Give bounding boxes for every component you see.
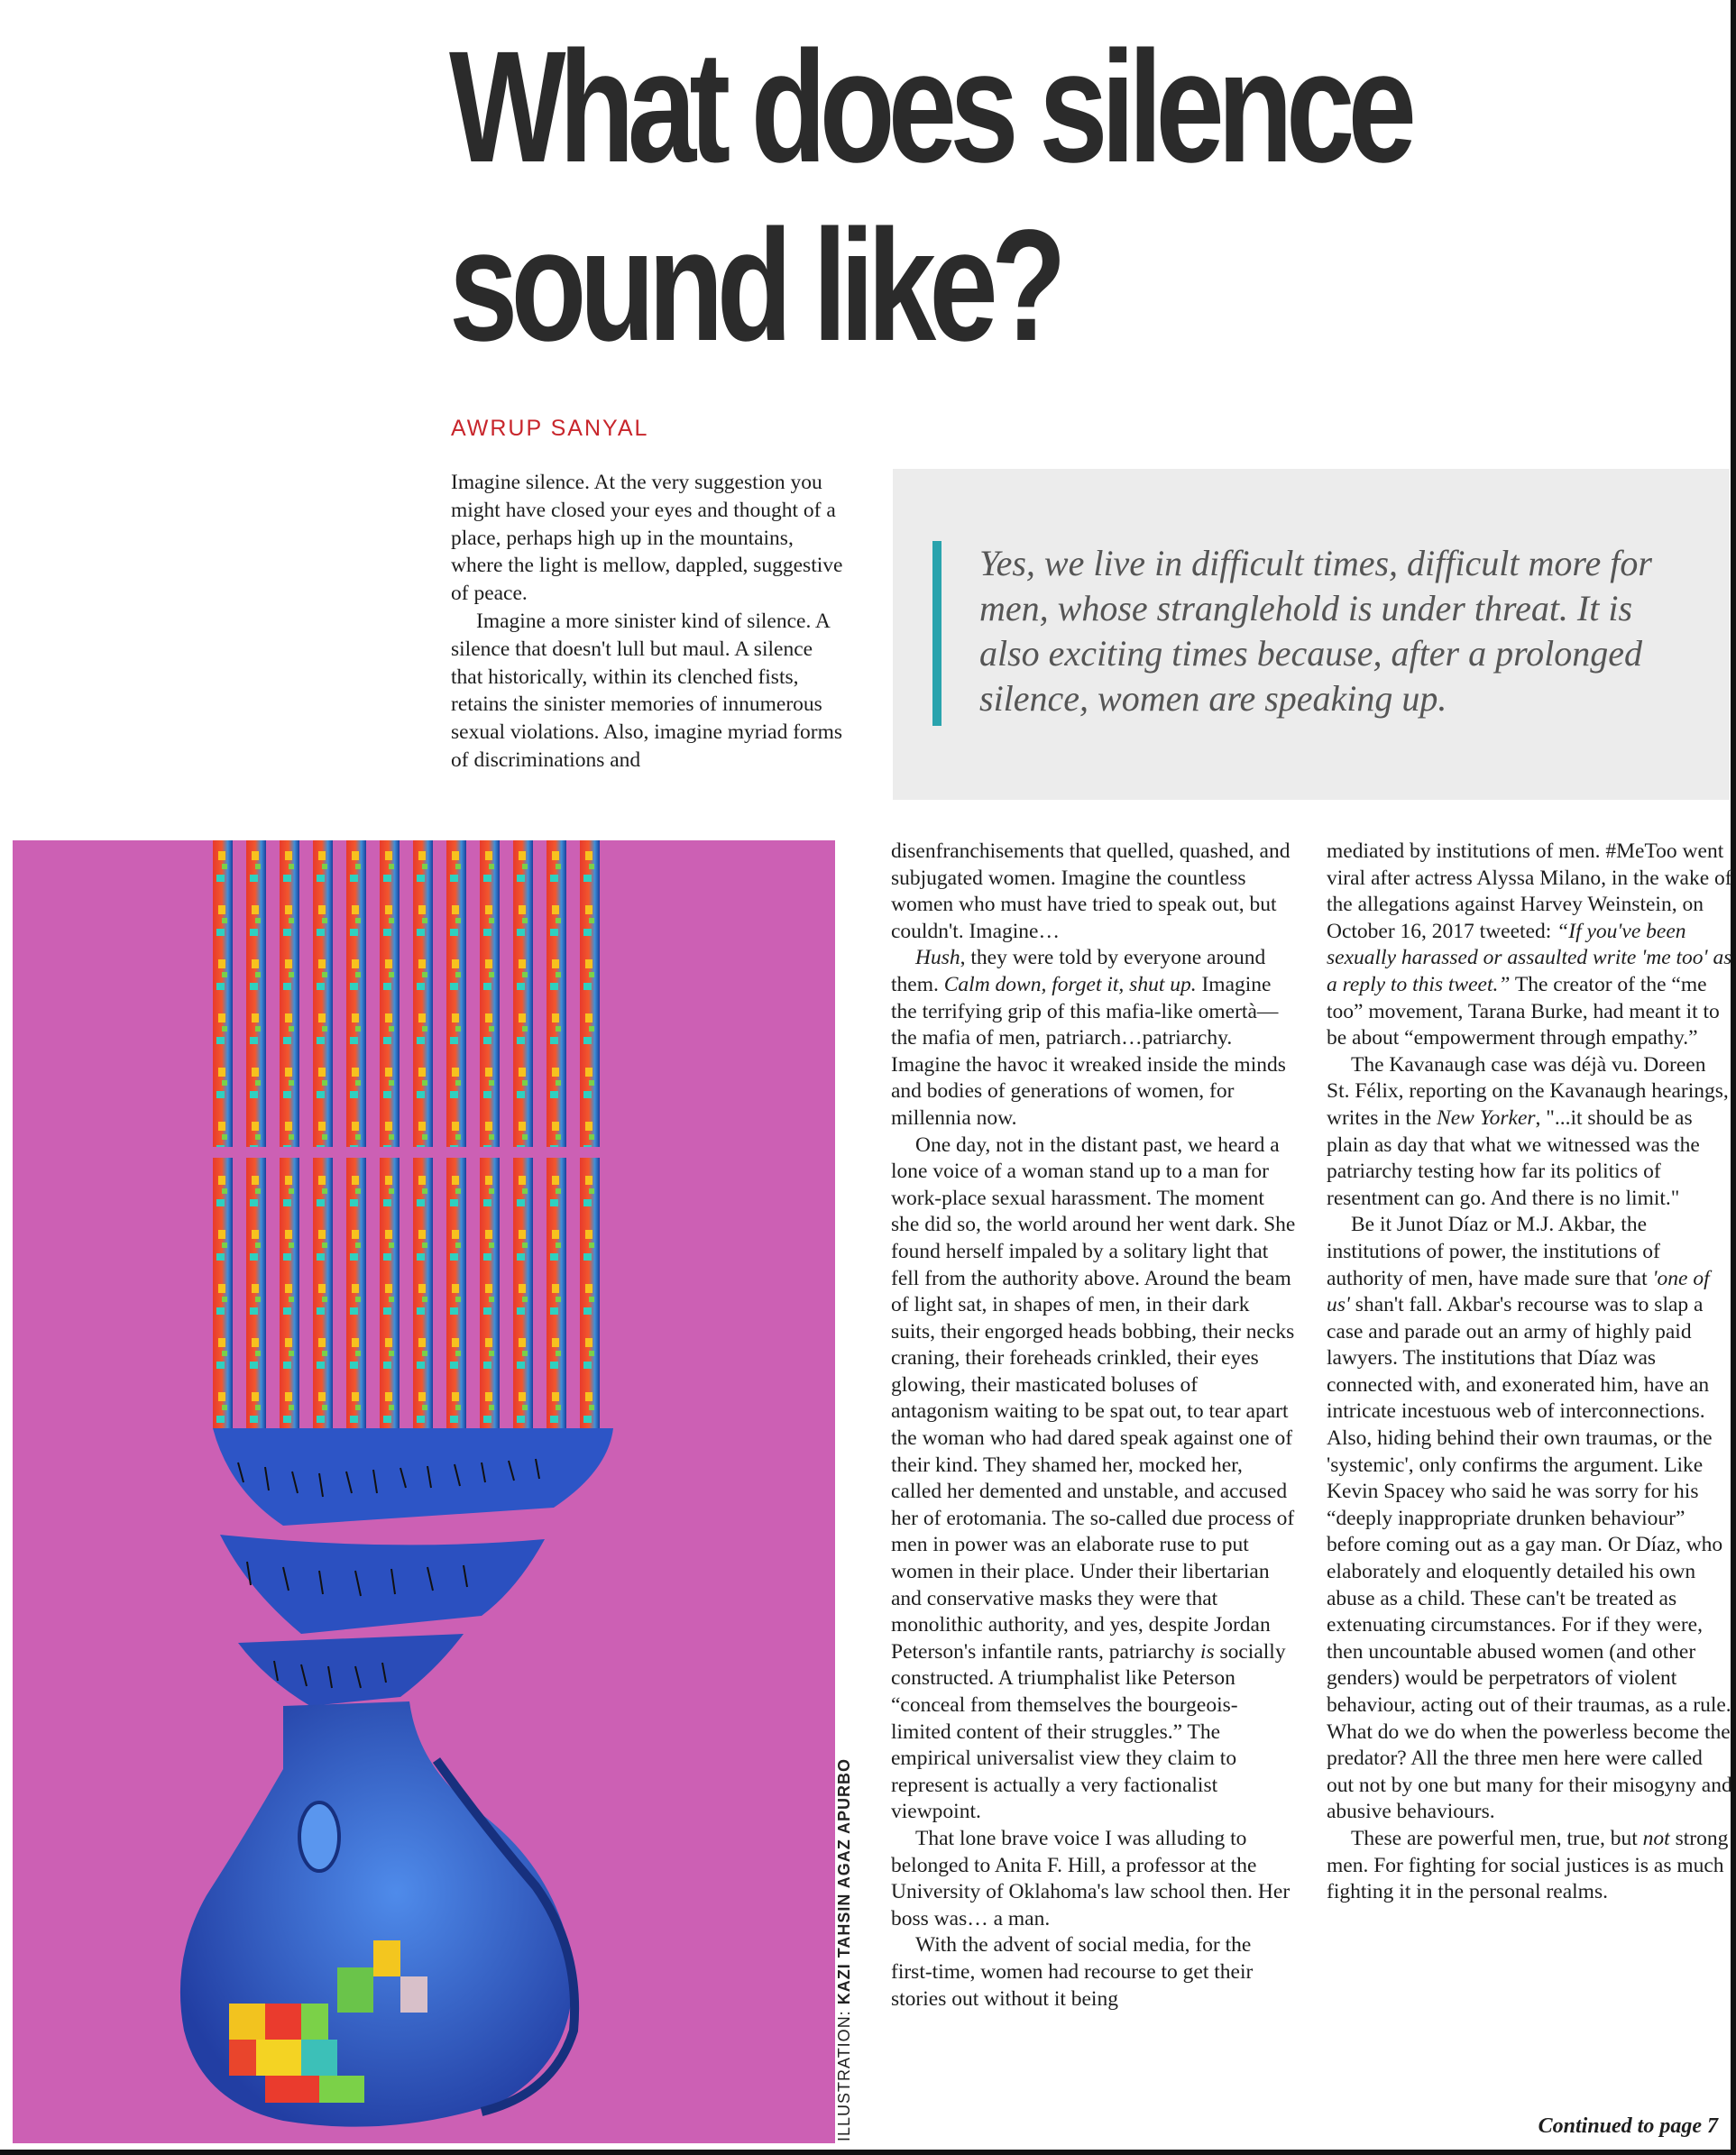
body-text: The creator of the “me too” movement, Tarana Burke, had meant it to be about “empowerment through empathy.” <box>1327 972 1720 1050</box>
pull-quote-bar <box>932 541 941 726</box>
illustration-credit <box>835 1758 854 2141</box>
body-text: One day, not in the distant past, we heard a lone voice of a woman stand up to a man for work-place sexual harassment. The moment she did so, the world around her went dark. She found herself impaled by a solitary light that fell from the authority above. Around the beam of light sat, in shapes of men, in their dark suits, their engorged heads bobbing, their necks craning, their foreheads crinkled, their eyes glowing, their masticated boluses of antagonism waiting to be spat out, to tear apart the woman who had dared speak against one of their kind. They shamed her, mocked her, called her demented and unstable, and accused her of erotomania. The so-called due process of men in power was an elaborate ruse to put women in their place. Under their libertarian and conservative masks they were that monolithic authority, and yes, despite Jordan Peterson's infantile rants, patriarchy <box>891 1133 1296 1664</box>
body-text: shan't fall. Akbar's recourse was to slap a case and parade out an army of highly paid lawyers. The institutions that Díaz was connected with, and exonerated him, have an intricate incestuous web of interconnections. Also, hiding behind their own traumas, or the 'systemic', only confirms the argument. Like Kevin Spacey who said he was sorry for his “deeply inappropriate drunken behaviour” before coming out as a gay man. Or Díaz, who elaborately and eloquently detailed his own abuse as a child. These can't be treated as extenuating circumstances. For if they were, then uncountable abused women (and other genders) would be perpetrators of violent behaviour, acting out of their traumas, as a rule. What do we do when the powerless become the predator? All the three men here were called out not by one but many for their misogyny and abusive behaviours. <box>1327 1293 1732 1824</box>
italic-text: 'one of us' <box>1327 1266 1710 1317</box>
headline <box>449 18 1410 375</box>
italic-text: Calm down, forget it, shut up. <box>943 972 1197 996</box>
body-text: Be it Junot Díaz or M.J. Akbar, the institutions of power, the institutions of authority of men, have made sure that <box>1327 1213 1660 1290</box>
credit-prefix: ILLUSTRATION: <box>835 2004 853 2141</box>
italic-text: New Yorker <box>1437 1105 1536 1130</box>
body-paragraph <box>1327 1826 1732 1906</box>
italic-text: is <box>1199 1639 1215 1664</box>
body-text: The Kavanaugh case was déjà vu. Doreen St. Félix, reporting on the Kavanaugh hearings, writes in the <box>1327 1052 1729 1130</box>
illustration-afro-comb-head <box>13 840 835 2143</box>
body-paragraph <box>1327 1052 1732 1213</box>
intro-paragraph: Imagine a more sinister kind of silence. A silence that doesn't lull but maul. A silence that historically, within its clenched fists, retains the sinister memories of innumerous sexual violations. Also, imagine myriad forms of discriminations and <box>451 609 843 772</box>
intro-text <box>451 469 848 775</box>
italic-text: not <box>1642 1826 1670 1850</box>
article-column-1 <box>891 839 1297 2013</box>
body-text: , they were told by everyone around them. <box>891 946 1266 996</box>
headline-line-2: sound like? <box>449 197 1060 374</box>
pull-quote: Yes, we live in difficult times, difficult more for men, whose stranglehold is under threat. It is also exciting times because, after a prolonged silence, women are speaking up. <box>979 543 1652 719</box>
body-paragraph: With the advent of social media, for the first-time, women had recourse to get their stories out without it being <box>891 1933 1254 2011</box>
body-paragraph <box>891 945 1297 1132</box>
italic-text: Hush <box>915 946 960 970</box>
body-text: Imagine the terrifying grip of this mafia-like omertà—the mafia of men, patriarch…patriarchy. Imagine the havoc it wreaked inside the minds and bodies of generations of women, for millennia now. <box>891 972 1286 1130</box>
intro-paragraph: Imagine silence. At the very suggestion you might have closed your eyes and thought of a place, perhaps high up in the mountains, where the light is mellow, dappled, suggestive of peace. <box>451 471 843 606</box>
body-text: strong men. For fighting for social justices is as much fighting it in the personal realms. <box>1327 1826 1729 1904</box>
body-text: socially constructed. A triumphalist like Peterson “conceal from themselves the bourgeois-limited content of their struggles.” The empirical universalist view they claim to represent is actually a very factionalist viewpoint. <box>891 1639 1286 1824</box>
continued-link[interactable]: Continued to page 7 <box>1538 2114 1718 2138</box>
body-paragraph: disenfranchisements that quelled, quashed, and subjugated women. Imagine the countless women who must have tried to speak out, but couldn't. Imagine… <box>891 839 1291 943</box>
author-byline: AWRUP SANYAL <box>451 416 649 441</box>
body-text: , "...it should be as plain as day that what we witnessed was the patriarchy testing how far its politics of resentment can go. And there is no limit." <box>1327 1105 1700 1210</box>
body-text: These are powerful men, true, but <box>1351 1826 1643 1850</box>
credit-name: KAZI TAHSIN AGAZ APURBO <box>835 1757 853 2005</box>
body-text: mediated by institutions of men. #MeToo went viral after actress Alyssa Milano, in the wake of the allegations against Harvey Weinstein, on October 16, 2017 tweeted: <box>1327 839 1732 943</box>
body-paragraph: That lone brave voice I was alluding to belonged to Anita F. Hill, a professor at the University of Oklahoma's law school then. Her boss was… a man. <box>891 1826 1291 1930</box>
article-column-2 <box>1327 839 1732 1906</box>
body-paragraph <box>1327 1212 1732 1826</box>
body-paragraph <box>1327 839 1732 1052</box>
italic-text: “If you've been sexually harassed or assaulted write 'me too' as a reply to this tweet.” <box>1327 919 1732 996</box>
body-paragraph <box>891 1133 1297 1826</box>
headline-line-1: What does silence <box>449 19 1410 196</box>
